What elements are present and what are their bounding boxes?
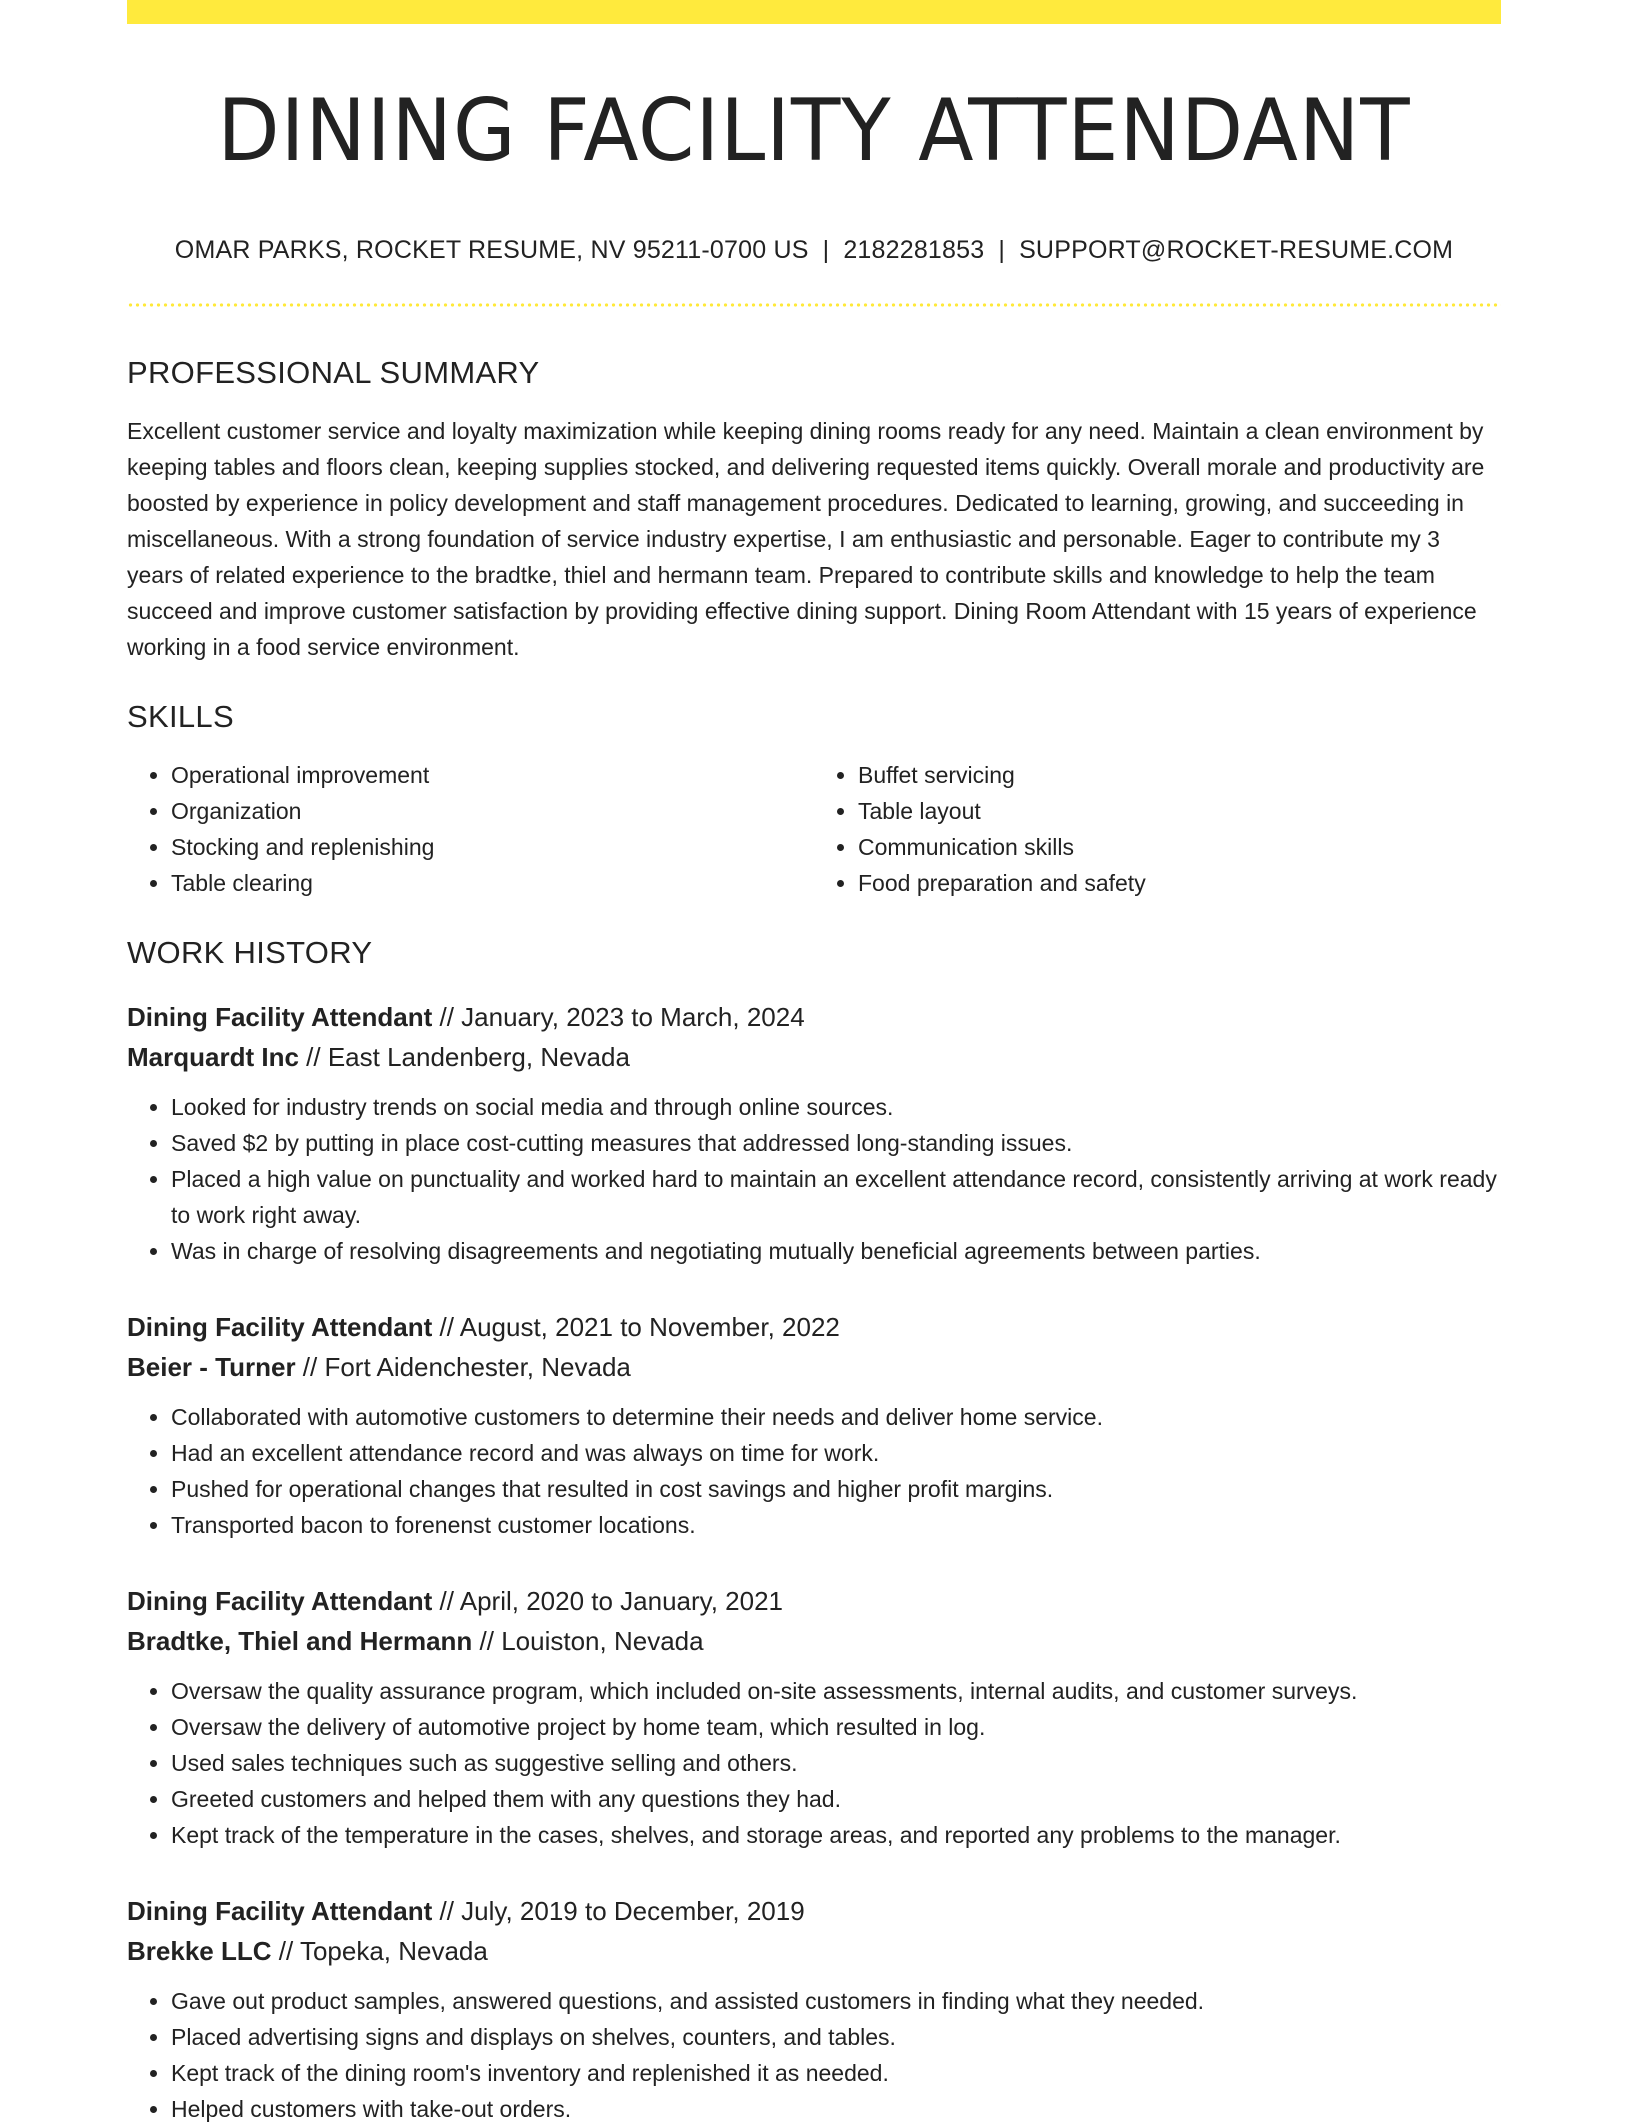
summary-section [127,355,1501,665]
contact-phone: 2182281853 [843,236,985,264]
job-company: Bradtke, Thiel and Hermann [127,1626,473,1656]
job-bullet: • Oversaw the delivery of automotive project by home team, which resulted in log. [171,1709,1501,1745]
job-title: Dining Facility Attendant [127,1002,433,1032]
job-company-line [127,1931,1501,1971]
job-entry [127,997,1501,1269]
skill-item: • Buffet servicing [858,757,1501,793]
field-separator: // [472,1626,502,1656]
job-dates: July, 2019 to December, 2019 [461,1896,805,1926]
work-history-heading: WORK HISTORY [127,935,373,970]
job-bullet: • Had an excellent attendance record and was always on time for work. [171,1435,1501,1471]
job-title-line [127,1307,1501,1347]
job-title-line [127,1891,1501,1931]
job-dates: January, 2023 to March, 2024 [461,1002,805,1032]
skill-item: • Communication skills [858,829,1501,865]
job-bullet: • Helped customers with take-out orders. [171,2091,1501,2127]
job-entry [127,1891,1501,2127]
job-bullet: • Pushed for operational changes that resulted in cost savings and higher profit margins. [171,1471,1501,1507]
job-bullet: • Placed a high value on punctuality and worked hard to maintain an excellent attendance record, consistently arriving at work ready to work right away. [171,1161,1501,1233]
resume-page [127,0,1501,2127]
skills-columns [127,757,1501,901]
job-title: Dining Facility Attendant [127,1586,433,1616]
job-company: Marquardt Inc [127,1042,299,1072]
dotted-divider [127,303,1501,307]
field-separator: // [271,1936,300,1966]
skills-section [127,699,1501,901]
skill-item: • Food preparation and safety [858,865,1501,901]
contact-email: SUPPORT@ROCKET-RESUME.COM [1019,236,1454,264]
job-title-line [127,997,1501,1037]
skill-item: • Organization [171,793,814,829]
contact-separator: | [822,236,830,264]
skills-left-list [127,757,814,901]
contact-line [127,236,1501,265]
skill-item: • Table layout [858,793,1501,829]
skills-heading: SKILLS [127,699,234,734]
job-company-line [127,1621,1501,1661]
job-bullet: • Oversaw the quality assurance program, which included on-site assessments, internal audits, and customer surveys. [171,1673,1501,1709]
job-bullet: • Looked for industry trends on social media and through online sources. [171,1089,1501,1125]
field-separator: // [432,1002,462,1032]
job-bullets [127,1089,1501,1269]
skill-item: • Table clearing [171,865,814,901]
job-title-line [127,1581,1501,1621]
job-company-line [127,1347,1501,1387]
job-bullet: • Transported bacon to forenenst customer locations. [171,1507,1501,1543]
work-history-section [127,935,1501,2127]
job-title: Dining Facility Attendant [127,1312,433,1342]
job-bullet: • Was in charge of resolving disagreements and negotiating mutually beneficial agreements between parties. [171,1233,1501,1269]
field-separator: // [298,1042,328,1072]
field-separator: // [432,1896,462,1926]
field-separator: // [295,1352,325,1382]
skill-item: • Operational improvement [171,757,814,793]
summary-text: Excellent customer service and loyalty maximization while keeping dining rooms ready for any need. Maintain a clean environment by keeping tables and floors clean, keeping supplies stocked, and delivering requested items quickly. Overall morale and productivity are boosted by experience in policy development and staff management procedures. Dedicated to learning, growing, and succeeding in miscellaneous. With a strong foundation of service industry expertise, I am enthusiastic and personable. Eager to contribute my 3 years of related experience to the bradtke, thiel and hermann team. Prepared to contribute skills and knowledge to help the team succeed and improve customer satisfaction by providing effective dining support. Dining Room Attendant with 15 years of experience working in a food service environment. [127,418,1485,660]
skills-right-list [814,757,1501,901]
job-bullet: • Placed advertising signs and displays on shelves, counters, and tables. [171,2019,1501,2055]
job-bullet: • Gave out product samples, answered questions, and assisted customers in finding what they needed. [171,1983,1501,2019]
job-bullet: • Kept track of the temperature in the cases, shelves, and storage areas, and reported any problems to the manager. [171,1817,1501,1853]
job-location: Louiston, Nevada [501,1626,704,1656]
top-accent-bar [127,0,1501,24]
job-dates: August, 2021 to November, 2022 [459,1312,840,1342]
job-entry [127,1581,1501,1853]
field-separator: // [432,1586,460,1616]
job-bullet: • Collaborated with automotive customers to determine their needs and deliver home service. [171,1399,1501,1435]
job-dates: April, 2020 to January, 2021 [459,1586,784,1616]
job-location: Fort Aidenchester, Nevada [324,1352,631,1382]
contact-separator: | [998,236,1006,264]
job-location: East Landenberg, Nevada [327,1042,630,1072]
job-bullet: • Kept track of the dining room's inventory and replenished it as needed. [171,2055,1501,2091]
job-bullet: • Greeted customers and helped them with any questions they had. [171,1781,1501,1817]
job-title: Dining Facility Attendant [127,1896,433,1926]
job-bullet: • Used sales techniques such as suggestive selling and others. [171,1745,1501,1781]
resume-title: DINING FACILITY ATTENDANT [217,81,1411,181]
job-bullets [127,1399,1501,1543]
job-location: Topeka, Nevada [299,1936,488,1966]
job-company: Beier - Turner [127,1352,296,1382]
skill-item: • Stocking and replenishing [171,829,814,865]
job-company: Brekke LLC [127,1936,272,1966]
job-entry [127,1307,1501,1543]
job-bullets [127,1673,1501,1853]
contact-address: OMAR PARKS, ROCKET RESUME, NV 95211-0700 US [174,236,809,264]
job-bullet: • Saved $2 by putting in place cost-cutting measures that addressed long-standing issues. [171,1125,1501,1161]
summary-heading: PROFESSIONAL SUMMARY [127,355,540,390]
job-bullets [127,1983,1501,2127]
field-separator: // [432,1312,460,1342]
job-company-line [127,1037,1501,1077]
